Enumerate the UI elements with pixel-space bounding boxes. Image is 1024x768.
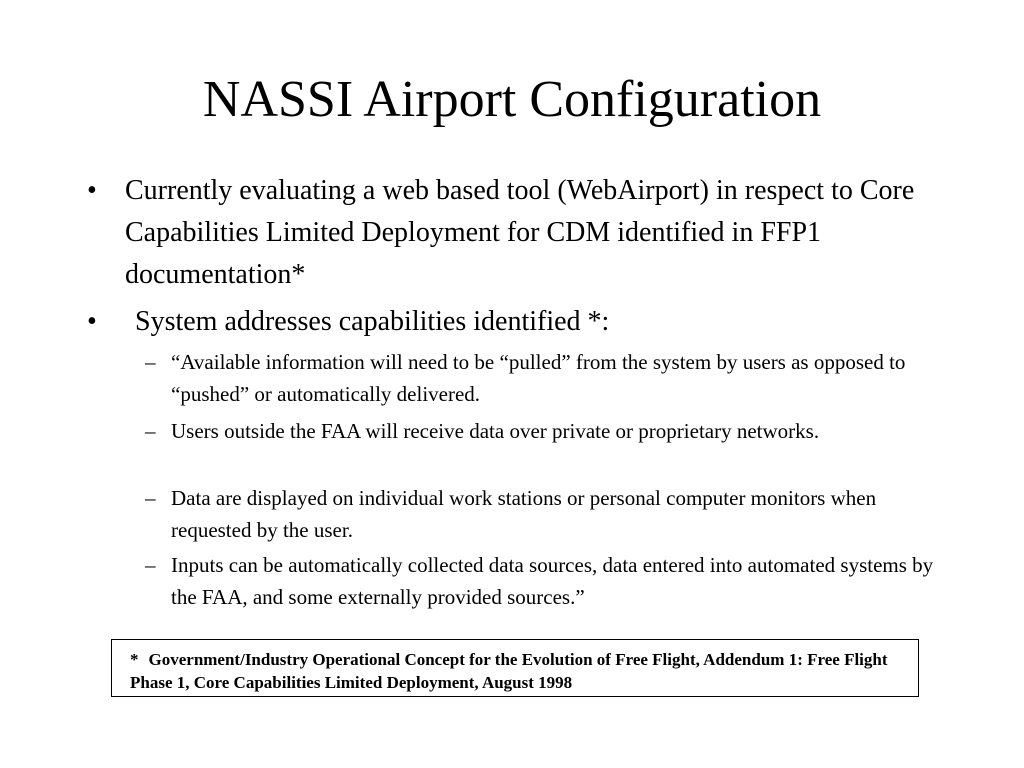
sub-bullet-marker: –: [145, 419, 156, 443]
sub-bullet-text: Inputs can be automatically collected data sources, data entered into automated systems by the FAA, and some externally provided sources.”: [171, 553, 934, 609]
bullet-text: System addresses capabilities identified *:: [135, 306, 610, 337]
bullet-system-capabilities: [87, 301, 947, 343]
sub-bullet-text: “Available information will need to be “pulled” from the system by users as opposed to “pushed” or automatically delivered.: [171, 350, 906, 406]
slide-title: NASSI Airport Configuration: [202, 71, 822, 128]
sub-bullet-marker: –: [145, 350, 156, 374]
footnote-box: [111, 639, 919, 697]
sub-bullet-text: Users outside the FAA will receive data over private or proprietary networks.: [171, 419, 820, 443]
sub-bullet-marker: –: [145, 486, 156, 510]
sub-bullet-marker: –: [145, 553, 156, 577]
bullet-marker: •: [87, 306, 97, 337]
bullet-web-airport: [87, 170, 947, 296]
bullet-text: Currently evaluating a web based tool (WebAirport) in respect to Core Capabilities Limited Deployment for CDM identified in FFP1 documentation*: [125, 175, 915, 290]
footnote-text: Government/Industry Operational Concept for the Evolution of Free Flight, Addendum 1: Free Flight Phase 1, Core Capabilities Limited Deployment, August 1998: [130, 650, 888, 692]
footnote-marker: *: [130, 650, 139, 669]
bullet-marker: •: [87, 175, 97, 206]
sub-bullet-text: Data are displayed on individual work stations or personal computer monitors when requested by the user.: [171, 486, 877, 542]
